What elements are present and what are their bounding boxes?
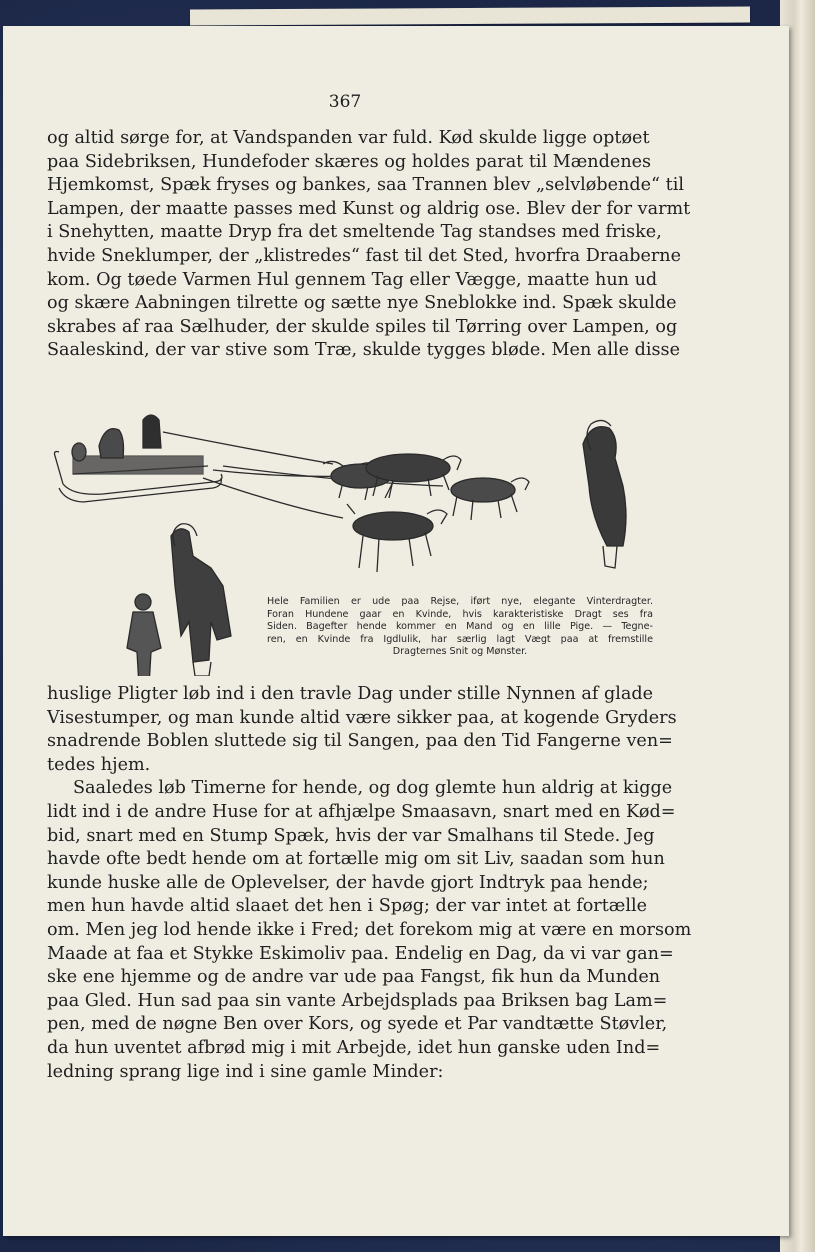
text-line: tedes hjem. <box>47 754 151 775</box>
text-line: kom. Og tøede Varmen Hul gennem Tag eller Vægge, maatte hun ud <box>47 269 658 290</box>
woman-figure-icon <box>583 427 626 546</box>
page-edge-strip <box>190 7 750 26</box>
caption-line: Siden. Bagefter hende kommer en Mand og en lille Pige. — Tegne- <box>267 621 653 633</box>
text-line: ske ene hjemme og de andre var ude paa Fangst, fik hun da Munden <box>47 967 661 988</box>
text-line: og skære Aabningen tilrette og sætte nye Sneblokke ind. Spæk skulde <box>47 293 677 314</box>
text-line: Lampen, der maatte passes med Kunst og aldrig ose. Blev der for varmt <box>47 198 691 219</box>
text-line: havde ofte bedt hende om at fortælle mig om sit Liv, saadan som hun <box>47 849 665 870</box>
paragraph-bottom <box>47 683 692 1084</box>
text-line: lidt ind i de andre Huse for at afhjælpe Smaasavn, snart med en Kød= <box>47 801 676 822</box>
text-line: huslige Pligter løb ind i den travle Dag under stille Nynnen af glade <box>47 684 654 704</box>
caption-line: Foran Hundene gaar en Kvinde, hvis karakteristiske Dragt ses fra <box>267 608 653 620</box>
paragraph-top <box>47 127 691 363</box>
text-line: Saaleskind, der var stive som Træ, skulde tygges bløde. Men alle disse <box>47 340 680 361</box>
sled-runner <box>63 474 222 494</box>
book-page <box>3 26 789 1236</box>
text-line: om. Men jeg lod hende ikke i Fred; det forekom mig at være en morsom <box>47 919 692 940</box>
text-line: bid, snart med en Stump Spæk, hvis der var Smalhans til Stede. Jeg <box>47 825 655 846</box>
text-line: paa Sidebriksen, Hundefoder skæres og holdes parat til Mændenes <box>47 151 652 172</box>
sled-load-icon <box>73 456 203 474</box>
text-line: da hun uventet afbrød mig i mit Arbejde, idet hun ganske uden Ind= <box>47 1037 661 1058</box>
caption-line: Hele Familien er ude paa Rejse, iført nye, elegante Vinterdragter. <box>267 596 653 607</box>
page-number: 367 <box>328 92 362 112</box>
text-line: i Snehytten, maatte Dryp fra det smeltende Tag standses med friske, <box>47 222 662 243</box>
caption-line: Dragternes Snit og Mønster. <box>392 646 528 658</box>
girl-figure-icon <box>135 594 151 610</box>
text-line: Maade at faa et Stykke Eskimoliv paa. Endelig en Dag, da vi var gan= <box>47 943 674 964</box>
text-line: ledning sprang lige ind i sine gamle Minder: <box>47 1061 444 1082</box>
text-line: hvide Sneklumper, der „klistredes“ fast til det Sted, hvorfra Draaberne <box>47 245 682 266</box>
text-line: og altid sørge for, at Vandspanden var fuld. Kød skulde ligge optøet <box>47 128 650 148</box>
caption-line: ren, en Kvinde fra Igdlulik, har særlig lagt Vægt paa at fremstille <box>267 633 653 645</box>
figure-caption <box>267 596 653 659</box>
text-line: men hun havde altid slaaet det hen i Spøg; der var intet at fortælle <box>47 896 647 917</box>
text-line: pen, med de nøgne Ben over Kors, og syede et Par vandtætte Støvler, <box>47 1014 668 1035</box>
text-line: Hjemkomst, Spæk fryses og bankes, saa Trannen blev „selvløbende“ til <box>47 175 684 196</box>
text-line: snadrende Boblen sluttede sig til Sangen, paa den Tid Fangerne ven= <box>47 731 673 752</box>
text-line: Visestumper, og man kunde altid være sikker paa, at kogende Gryders <box>47 707 677 728</box>
text-line: skrabes af raa Sælhuder, der skulde spiles til Tørring over Lampen, og <box>47 316 678 337</box>
text-line: kunde huske alle de Oplevelser, der havde gjort Indtryk paa hende; <box>47 872 649 893</box>
man-figure-icon <box>171 529 231 662</box>
text-line: Saaledes løb Timerne for hende, og dog glemte hun aldrig at kigge <box>73 778 673 799</box>
text-line: paa Gled. Hun sad paa sin vante Arbejdsplads paa Briksen bag Lam= <box>47 990 668 1011</box>
